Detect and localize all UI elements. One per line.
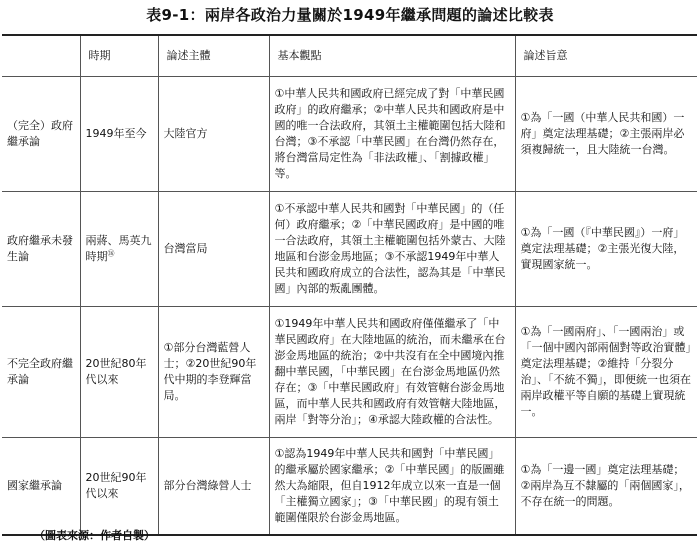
table-row	[2, 438, 697, 536]
period-text: 20世紀90年代以來	[85, 471, 147, 500]
subject-cell: ①部分台灣藍營人士；②20世紀90年代中期的李登輝當局。	[158, 307, 269, 438]
view-cell: ①中華人民共和國政府已經完成了對「中華民國政府」的政府繼承；②中華人民共和國政府是中國的唯一合法政府，其領土主權範圍包括大陸和台灣；③不承認「中華民國」在台灣仍然存在，將台灣當局定性為「非法政權」、「割據政權」等。	[269, 77, 515, 192]
comparison-table	[2, 34, 697, 536]
period-cell	[80, 438, 158, 536]
header-row	[2, 35, 697, 77]
period-cell	[80, 192, 158, 307]
subject-cell: 台灣當局	[158, 192, 269, 307]
theory-cell: （完全）政府繼承論	[2, 77, 80, 192]
table-title: 表9-1：兩岸各政治力量關於1949年繼承問題的論述比較表	[146, 6, 554, 24]
view-cell: ①不承認中華人民共和國對「中華民國」的（任何）政府繼承；②「中華民國政府」是中國的唯一合法政府，其領土主權範圍包括外蒙古、大陸地區和台澎金馬地區；③不承認1949年中華人民共和國政府成立的合法性，認為其是「中華民國」內部的叛亂團體。	[269, 192, 515, 307]
header-period: 時期	[80, 35, 158, 77]
period-text: 20世紀80年代以來	[85, 357, 147, 386]
purpose-cell: ①為「一邊一國」奠定法理基礎；②兩岸為互不隸屬的「兩個國家」，不存在統一的問題。	[515, 438, 697, 536]
theory-cell: 不完全政府繼承論	[2, 307, 80, 438]
header-theory	[2, 35, 80, 77]
table-row	[2, 307, 697, 438]
period-cell	[80, 307, 158, 438]
purpose-cell: ①為「一國兩府」、「一國兩治」或「一個中國內部兩個對等政治實體」奠定法理基礎；②維持「分裂分治」、「不統不獨」，即便統一也須在兩岸政權平等自願的基礎上實現統一。	[515, 307, 697, 438]
view-cell: ①認為1949年中華人民共和國對「中華民國」的繼承屬於國家繼承；②「中華民國」的版圖雖然大為縮限，但自1912年成立以來一直是一個「主權獨立國家」；③「中華民國」的現有領土範圍僅限於台澎金馬地區。	[269, 438, 515, 536]
header-purpose: 論述旨意	[515, 35, 697, 77]
table-row	[2, 192, 697, 307]
theory-cell: 政府繼承未發生論	[2, 192, 80, 307]
table-row	[2, 77, 697, 192]
view-cell: ①1949年中華人民共和國政府僅僅繼承了「中華民國政府」在大陸地區的統治，而未繼承在台澎金馬地區的統治；②中共沒有在全中國境內推翻中華民國，「中華民國」在台澎金馬地區仍然存在；③「中華民國政府」有效管轄台澎金馬地區，而中華人民共和國政府有效管轄大陸地區，兩岸「對等分治」；④承認大陸政權的合法性。	[269, 307, 515, 438]
purpose-cell: ①為「一國（『中華民國』）一府」奠定法理基礎；②主張光復大陸，實現國家統一。	[515, 192, 697, 307]
header-view: 基本觀點	[269, 35, 515, 77]
period-cell	[80, 77, 158, 192]
header-subject: 論述主體	[158, 35, 269, 77]
purpose-cell: ①為「一國（中華人民共和國）一府」奠定法理基礎；②主張兩岸必須複歸統一，且大陸統一台灣。	[515, 77, 697, 192]
period-text: 兩蔣、馬英九時期	[85, 234, 152, 263]
footnote-marker[interactable]: ⑯	[107, 249, 115, 258]
source-note: （圖表來源：作者自製）	[34, 529, 155, 542]
theory-cell: 國家繼承論	[2, 438, 80, 536]
subject-cell: 大陸官方	[158, 77, 269, 192]
period-text: 1949年至今	[85, 127, 147, 140]
subject-cell: 部分台灣綠營人士	[158, 438, 269, 536]
